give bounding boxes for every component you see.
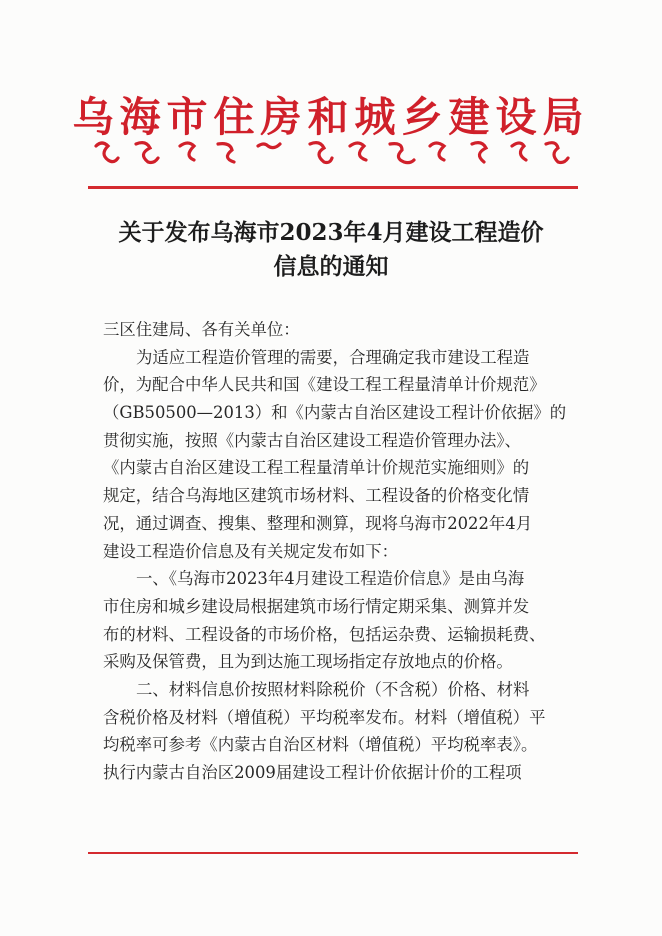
body-line: 《内蒙古自治区建设工程工程量清单计价规范实施细则》的 [103,458,530,478]
body-line: 二、材料信息价按照材料除税价（不含税）价格、材料 [136,679,530,699]
body-line: 市住房和城乡建设局根据建筑市场行情定期采集、测算并发 [103,596,530,616]
body-line: 规定，结合乌海地区建筑市场材料、工程设备的价格变化情 [103,486,530,506]
salutation: 三区住建局、各有关单位： [103,320,300,339]
body-line: （GB50500—2013）和《内蒙古自治区建设工程计价依据》的 [103,403,567,423]
body-line: 价，为配合中华人民共和国《建设工程工程量清单计价规范》 [103,375,546,395]
body-line: 执行内蒙古自治区2009届建设工程计价依据计价的工程项 [103,763,522,782]
document-body [103,316,573,787]
body-line: 含税价格及材料（增值税）平均税率发布。材料（增值税）平 [103,707,546,727]
body-line: 一、《乌海市2023年4月建设工程造价信息》是由乌海 [136,569,525,589]
document-title-line-2: 信息的通知 [273,253,389,280]
document-title-line-1: 关于发布乌海市2023年4月建设工程造价 [118,219,544,246]
body-line: 贯彻实施，按照《内蒙古自治区建设工程造价管理办法》、 [103,430,521,450]
body-line: 均税率可参考《内蒙古自治区材料（增值税）平均税率表》。 [103,735,538,755]
body-line: 为适应工程造价管理的需要，合理确定我市建设工程造 [136,347,530,367]
mongolian-script-logo [88,134,578,174]
body-line: 采购及保管费，且为到达施工现场指定存放地点的价格。 [103,652,513,672]
body-line: 布的材料、工程设备的市场价格，包括运杂费、运输损耗费、 [103,624,546,644]
body-line: 况，通过调查、搜集、整理和测算，现将乌海市2022年4月 [103,513,533,533]
body-line: 建设工程造价信息及有关规定发布如下： [103,541,399,561]
footer-red-rule [88,852,578,854]
header-red-rule [88,186,578,189]
agency-name: 乌海市住房和城乡建设局 [72,93,590,141]
